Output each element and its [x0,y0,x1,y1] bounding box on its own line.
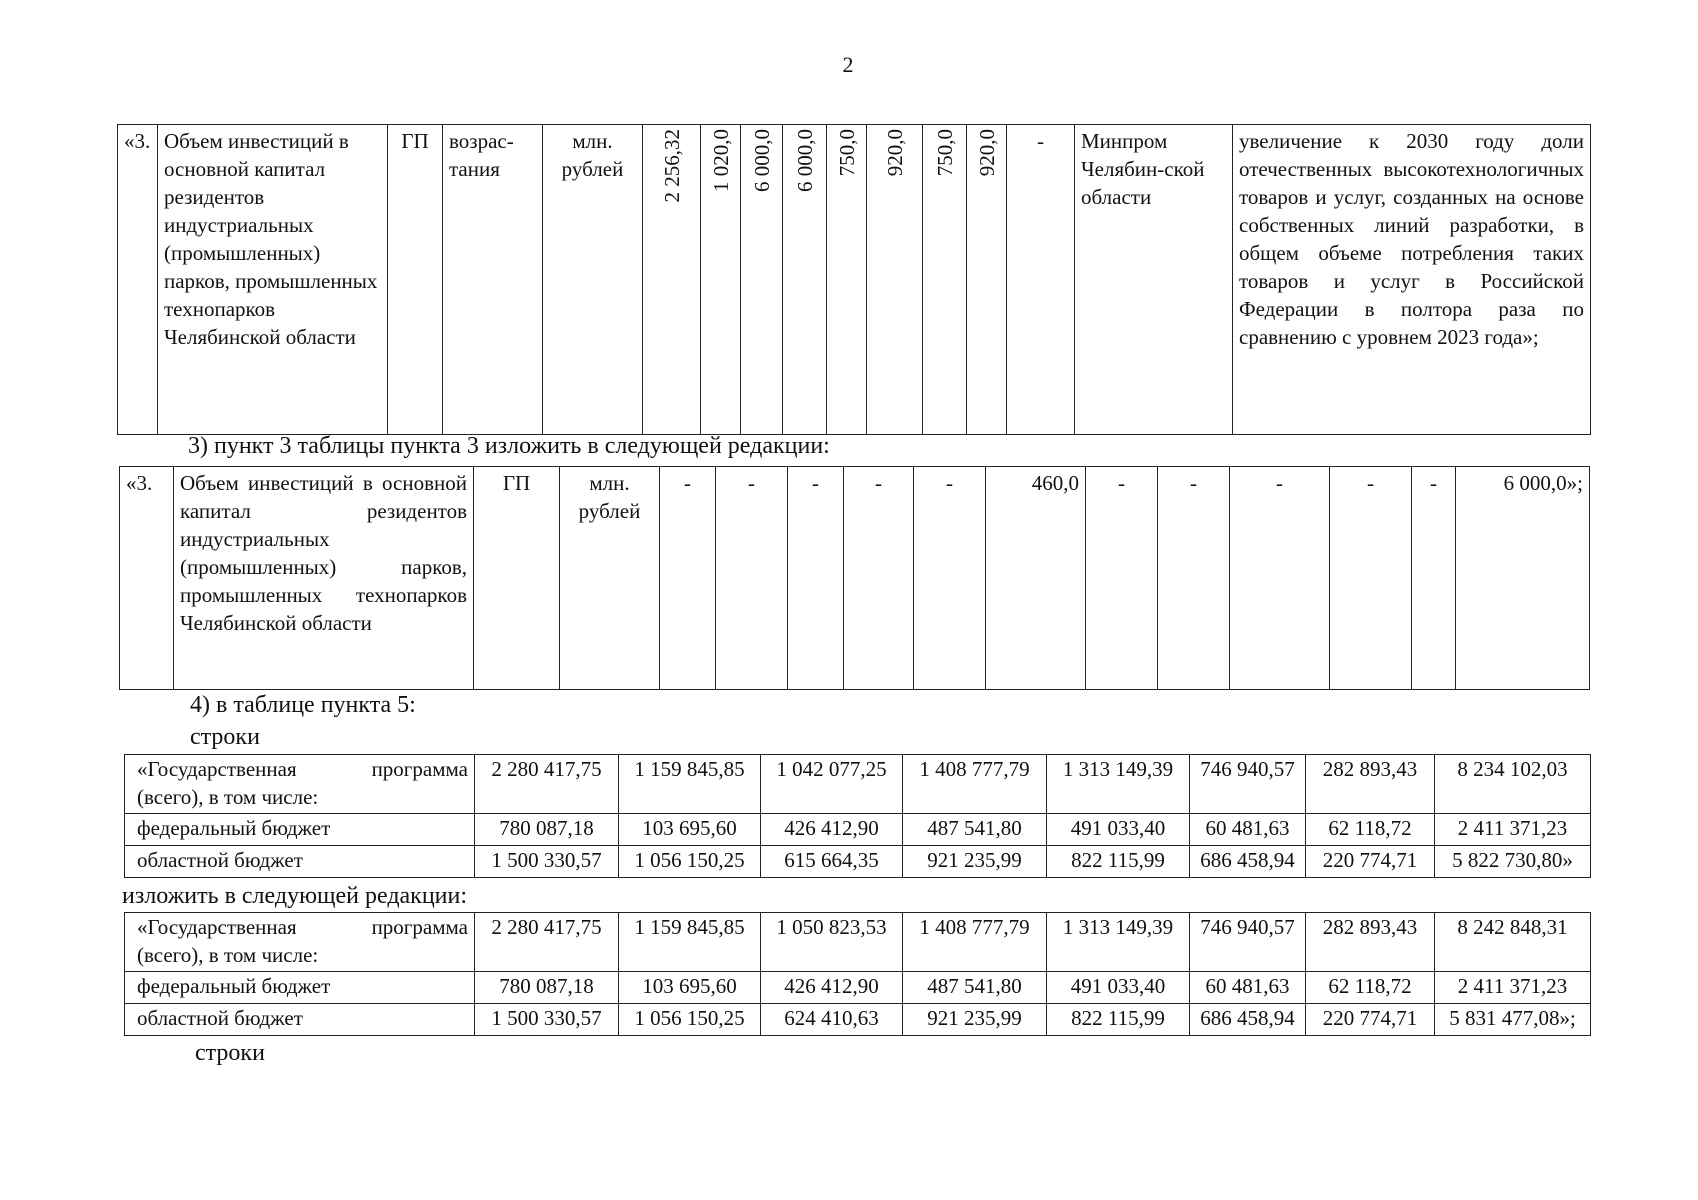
rows-label: строки [190,724,260,750]
indicator-name: Объем инвестиций в основной капитал резидентов индустриальных (промышленных) парков, промышленных технопарков Челябинской области [174,467,474,690]
value-cell: 487 541,80 [903,972,1047,1004]
paragraph-4: 4) в таблице пункта 5: [190,692,416,718]
value-cell: 1 500 330,57 [475,1004,619,1036]
table-row [125,1004,1591,1036]
value-cell: - [660,467,716,690]
value-cell: 746 940,57 [1190,913,1306,972]
value-cell: 750,0 [827,125,867,435]
value-cell: - [1230,467,1330,690]
row-label: областной бюджет [125,1004,475,1036]
paragraph-3: 3) пункт 3 таблицы пункта 3 изложить в следующей редакции: [188,433,830,459]
value-cell: 1 056 150,25 [619,846,761,878]
indicator-unit: млн. рублей [560,467,660,690]
value-cell: 2 411 371,23 [1435,972,1591,1004]
table-row [125,814,1591,846]
page-number: 2 [842,52,854,77]
value-cell: 822 115,99 [1047,1004,1190,1036]
value-cell: 921 235,99 [903,1004,1047,1036]
value-cell: 746 940,57 [1190,755,1306,814]
row-label: «Государственная программа (всего), в том числе: [125,913,475,972]
value-cell: 491 033,40 [1047,814,1190,846]
value-cell: 426 412,90 [761,814,903,846]
value-cell: 62 118,72 [1306,972,1435,1004]
value-cell: 1 313 149,39 [1047,755,1190,814]
value-cell: 62 118,72 [1306,814,1435,846]
value-cell: 8 242 848,31 [1435,913,1591,972]
value-cell: - [844,467,914,690]
value-cell: 282 893,43 [1306,755,1435,814]
table-row [125,846,1591,878]
value-cell: 750,0 [923,125,967,435]
value-cell: 686 458,94 [1190,846,1306,878]
value-cell: 220 774,71 [1306,846,1435,878]
value-cell: 780 087,18 [475,814,619,846]
value-cell: 60 481,63 [1190,814,1306,846]
value-cell: 822 115,99 [1047,846,1190,878]
value-cell: 426 412,90 [761,972,903,1004]
indicator-unit: млн. рублей [543,125,643,435]
value-cell: 1 408 777,79 [903,913,1047,972]
row-label: федеральный бюджет [125,972,475,1004]
value-cell: 615 664,35 [761,846,903,878]
value-cell: 491 033,40 [1047,972,1190,1004]
value-cell: 780 087,18 [475,972,619,1004]
table-row [125,972,1591,1004]
row-number: «3. [120,467,174,690]
value-cell: - [1158,467,1230,690]
indicator-type: ГП [388,125,443,435]
value-cell: 1 042 077,25 [761,755,903,814]
value-cell: 1 500 330,57 [475,846,619,878]
value-cell: - [914,467,986,690]
table-row [118,125,1591,435]
row-label: «Государственная программа (всего), в том числе: [125,755,475,814]
value-cell: 6 000,0 [783,125,827,435]
value-cell: 1 159 845,85 [619,913,761,972]
indicator-direction: возрас-тания [443,125,543,435]
responsible-cell: Минпром Челябин-ской области [1075,125,1233,435]
row-label: областной бюджет [125,846,475,878]
value-cell: 220 774,71 [1306,1004,1435,1036]
value-cell: 5 831 477,08»; [1435,1004,1591,1036]
value-cell: 1 056 150,25 [619,1004,761,1036]
value-cell: 2 256,32 [643,125,701,435]
value-cell: 103 695,60 [619,814,761,846]
dash-cell: - [1007,125,1075,435]
value-cell: 60 481,63 [1190,972,1306,1004]
value-cell: - [1330,467,1412,690]
value-cell: 921 235,99 [903,846,1047,878]
value-cell: 2 280 417,75 [475,913,619,972]
funding-table-new [124,912,1591,1036]
value-cell: 6 000,0»; [1456,467,1590,690]
value-cell: 5 822 730,80» [1435,846,1591,878]
value-cell: 920,0 [867,125,923,435]
table-row [125,755,1591,814]
value-cell: - [1086,467,1158,690]
table-row [120,467,1590,690]
value-cell: 1 313 149,39 [1047,913,1190,972]
value-cell: 686 458,94 [1190,1004,1306,1036]
value-cell: 1 050 823,53 [761,913,903,972]
value-cell: 8 234 102,03 [1435,755,1591,814]
row-label: федеральный бюджет [125,814,475,846]
value-cell: 2 280 417,75 [475,755,619,814]
funding-table-old [124,754,1591,878]
row-number: «3. [118,125,158,435]
value-cell: 1 159 845,85 [619,755,761,814]
indicator-table-1 [117,124,1591,435]
value-cell: 6 000,0 [741,125,783,435]
value-cell: - [788,467,844,690]
indicator-name: Объем инвестиций в основной капитал резидентов индустриальных (промышленных) парков, промышленных технопарков Челябинской области [158,125,388,435]
value-cell: 2 411 371,23 [1435,814,1591,846]
value-cell: 624 410,63 [761,1004,903,1036]
indicator-table-2 [119,466,1590,690]
goal-cell: увеличение к 2030 году доли отечественных высокотехнологичных товаров и услуг, созданных на основе собственных линий разработки, в общем объеме потребления таких товаров и услуг в Российской Федерации в полтора раза по сравнению с уровнем 2023 года»; [1233,125,1591,435]
value-cell: 487 541,80 [903,814,1047,846]
value-cell: 282 893,43 [1306,913,1435,972]
value-cell: 1 408 777,79 [903,755,1047,814]
table-row [125,913,1591,972]
value-cell: 460,0 [986,467,1086,690]
replace-instruction: изложить в следующей редакции: [122,883,468,909]
value-cell: 103 695,60 [619,972,761,1004]
value-cell: 1 020,0 [701,125,741,435]
value-cell: 920,0 [967,125,1007,435]
indicator-type: ГП [474,467,560,690]
value-cell: - [716,467,788,690]
rows-label: строки [195,1040,265,1066]
value-cell: - [1412,467,1456,690]
